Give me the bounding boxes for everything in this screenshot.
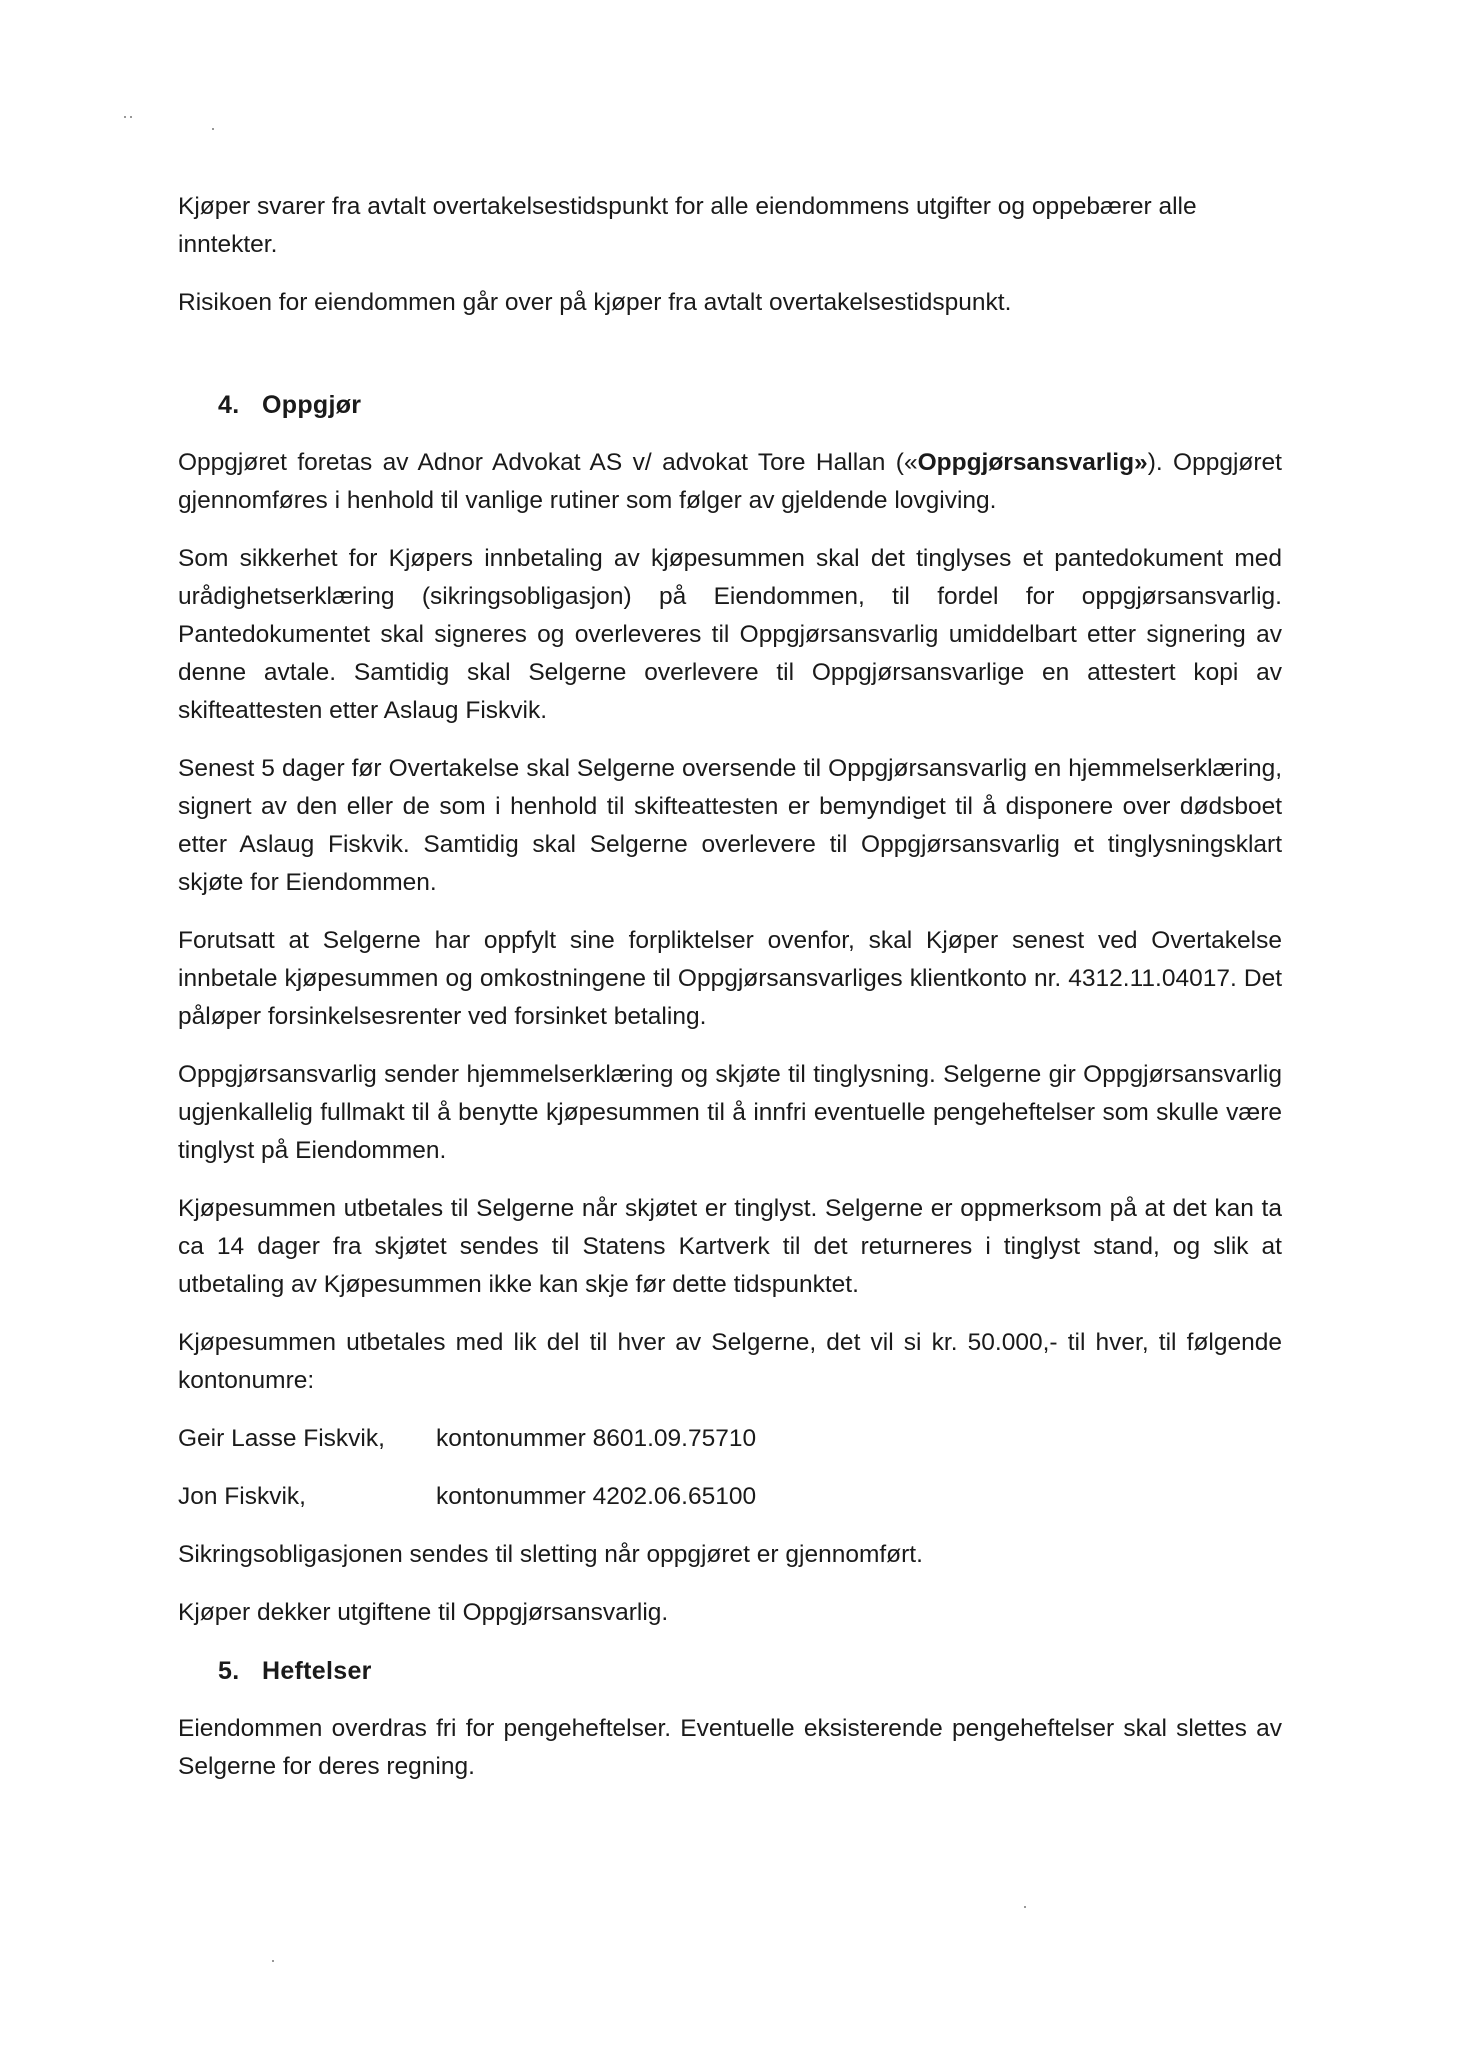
section-number: 5. bbox=[218, 1657, 240, 1685]
paragraph-registration: Oppgjørsansvarlig sender hjemmelserklæring og skjøte til tinglysning. Selgerne gir Oppgjørsansvarlig ugjenkallelig fullmakt til å benytte kjøpesummen til å innfri eventuelle pengeheftelser som skulle være tinglyst på Eiendommen. bbox=[178, 1061, 1282, 1164]
section-heading-oppgjor bbox=[218, 386, 1282, 424]
paragraph-disbursement: Kjøpesummen utbetales til Selgerne når skjøtet er tinglyst. Selgerne er oppmerksom på at det kan ta ca 14 dager fra skjøtet sendes til Statens Kartverk til det returneres i tinglyst stand, og slik at utbetaling av Kjøpesummen ikke kan skje før dette tidspunktet. bbox=[178, 1195, 1282, 1298]
text-run: ). Oppgjøret gjennomføres i henhold til vanlige rutiner som følger av gjeldende lovgiving. bbox=[178, 449, 1282, 514]
text-run: Oppgjøret foretas av Adnor Advokat AS v/ advokat Tore Hallan (« bbox=[178, 449, 918, 476]
paragraph-buyer-costs: Kjøper svarer fra avtalt overtakelsestidspunkt for alle eiendommens utgifter og oppebærer alle inntekter. bbox=[178, 193, 1197, 258]
account-number: kontonummer 8601.09.75710 bbox=[436, 1425, 757, 1452]
account-holder: Geir Lasse Fiskvik, bbox=[178, 1425, 385, 1452]
section-title: Oppgjør bbox=[262, 391, 362, 419]
paragraph-security: Som sikkerhet for Kjøpers innbetaling av kjøpesummen skal det tinglyses et pantedokument med urådighetserklæring (sikringsobligasjon) på Eiendommen, til fordel for oppgjørsansvarlig. Pantedokumentet skal signeres og overleveres til Oppgjørsansvarlig umiddelbart etter signering av denne avtale. Samtidig skal Selgerne overlevere til Oppgjørsansvarlige en attestert kopi av skifteattesten etter Aslaug Fiskvik. bbox=[178, 545, 1282, 724]
section-title: Heftelser bbox=[262, 1657, 372, 1685]
paragraph-risk: Risikoen for eiendommen går over på kjøper fra avtalt overtakelsestidspunkt. bbox=[178, 289, 1012, 316]
document-body bbox=[178, 188, 1282, 1806]
account-row bbox=[178, 1420, 1282, 1458]
scan-speck bbox=[1024, 1906, 1026, 1908]
paragraph-split: Kjøpesummen utbetales med lik del til hver av Selgerne, det vil si kr. 50.000,- til hver, til følgende kontonumre: bbox=[178, 1329, 1282, 1394]
account-row bbox=[178, 1478, 1282, 1516]
section-number: 4. bbox=[218, 391, 240, 419]
scan-speck bbox=[130, 116, 132, 118]
paragraph-costs: Kjøper dekker utgiftene til Oppgjørsansvarlig. bbox=[178, 1599, 669, 1626]
paragraph-payment: Forutsatt at Selgerne har oppfylt sine forpliktelser ovenfor, skal Kjøper senest ved Overtakelse innbetale kjøpesummen og omkostningene til Oppgjørsansvarliges klientkonto nr. 4312.11.04017. Det påløper forsinkelsesrenter ved forsinket betaling. bbox=[178, 927, 1282, 1030]
account-holder: Jon Fiskvik, bbox=[178, 1483, 306, 1510]
paragraph-deadline: Senest 5 dager før Overtakelse skal Selgerne oversende til Oppgjørsansvarlig en hjemmelserklæring, signert av den eller de som i henhold til skifteattesten er bemyndiget til å disponere over dødsboet etter Aslaug Fiskvik. Samtidig skal Selgerne overlevere til Oppgjørsansvarlig et tinglysningsklart skjøte for Eiendommen. bbox=[178, 755, 1282, 896]
defined-term: Oppgjørsansvarlig» bbox=[917, 449, 1148, 476]
section-heading-heftelser bbox=[218, 1652, 1282, 1690]
account-number: kontonummer 4202.06.65100 bbox=[436, 1483, 757, 1510]
scan-speck bbox=[124, 116, 126, 118]
paragraph-deletion: Sikringsobligasjonen sendes til sletting når oppgjøret er gjennomført. bbox=[178, 1541, 923, 1568]
paragraph-settlement-agent bbox=[178, 444, 1282, 520]
paragraph-encumbrances: Eiendommen overdras fri for pengeheftelser. Eventuelle eksisterende pengeheftelser skal slettes av Selgerne for deres regning. bbox=[178, 1715, 1282, 1780]
scan-speck bbox=[212, 128, 214, 130]
scan-speck bbox=[272, 1960, 274, 1962]
